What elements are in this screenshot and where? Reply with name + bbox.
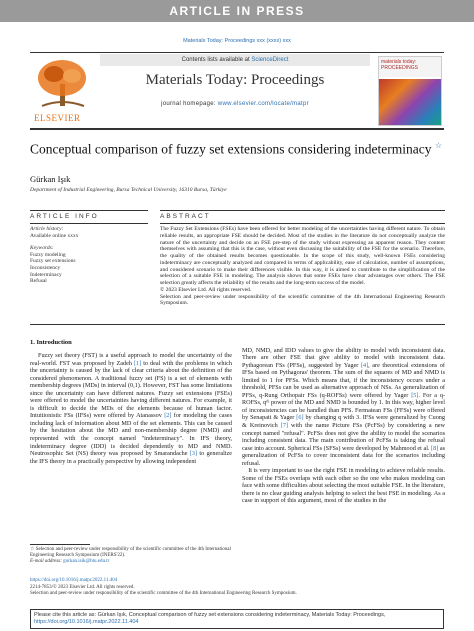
author-affiliation: Department of Industrial Engineering, Bursa Technical University, 16310 Bursa, Türkiye [30,187,227,193]
journal-homepage [100,101,370,107]
citation-link[interactable]: [3] [189,450,198,458]
divider [160,210,445,211]
contents-prefix: Contents lists available at [181,57,252,63]
intro-text: for modeling the cases including lack of information about MD of the set elements. This can be caused by the hesitation about the MD and non-membership degree (NMD) and represented with the concept named "indeterminacy". In IFS theory, indeterminacy degree (IDD) is decided dependently to MD and NMD. Neutrosophic Set (NS) theory was proposed by Smarandache [30,412,233,458]
contents-bar [100,54,370,66]
footnote-divider [30,544,90,545]
homepage-link[interactable]: www.elsevier.com/locate/matpr [217,101,309,107]
keyword: Refusal [30,278,47,285]
issn-line: 2214-7853/© 2023 Elsevier Ltd. All rights reserved. [30,584,135,590]
history-label: Article history: [30,226,64,232]
author-name: Gürkan Işık [30,174,71,184]
citation-link[interactable]: [1] [133,359,142,367]
divider [30,324,445,325]
citation-doi-link[interactable]: https://doi.org/10.1016/j.matpr.2022.11.404 [34,619,139,625]
citation-text: Please cite this article as: Gürkan Işık, Conceptual comparison of fuzzy set extensions considering indeterminacy, Materials Today: Proceedings, [34,612,386,618]
intro-right-column [242,339,445,505]
citation-link[interactable]: [8] [431,444,439,452]
citation-link[interactable]: [6] [296,414,304,422]
journal-title: Materials Today: Proceedings [145,72,325,88]
abstract-selection-note: Selection and peer-review under responsibility of the scientific committee of the 4th International Engineering Research Symposium. [160,293,445,307]
keyword: Fuzzy modeling [30,251,66,258]
journal-cover-image [378,56,442,126]
cover-artwork [379,79,441,125]
publisher-name: ELSEVIER [34,113,81,123]
doi-link[interactable]: https://doi.org/10.1016/j.matpr.2022.11.404 [30,578,118,583]
email-link[interactable]: gurkan.isik@btu.edu.tr [63,559,110,565]
paper-title [30,138,450,158]
email-label: E-mail address: [30,559,64,565]
cover-title: materials today: PROCEEDINGS [379,57,441,77]
article-in-press-banner: ARTICLE IN PRESS [0,0,474,22]
intro-text: MD, NMD, and IDD values to give the ability to model with inconsistent data. There are other FSE that give ability to model with inconsistent data. Pythagorean FSs (PFSs), suggested by Yager [242,346,445,369]
homepage-prefix: journal homepage: [161,101,218,107]
article-info [30,226,148,285]
footnotes [30,547,250,566]
citation-link[interactable]: [2] [164,412,172,420]
abstract-copyright: © 2023 Elsevier Ltd. All rights reserved. [160,286,252,293]
keyword: Indeterminacy [30,271,62,278]
intro-text: as generalization of PcFSs to cover inconsistent data for the scenarios including refusal. [242,444,445,467]
history-value: Available online xxxx [30,232,79,239]
selection-line: Selection and peer-review under responsibility of the scientific committee of the 4th International Engineering Research Symposium. [30,591,297,597]
intro-text: to generalize the IFS theory in a practically perspective by allowing independent [30,450,233,465]
citation-link[interactable]: [7] [280,422,288,430]
keywords-label: Keywords: [30,245,54,252]
abstract-body [160,226,445,307]
sciencedirect-link[interactable]: ScienceDirect [251,57,289,63]
title-footnote-mark[interactable]: ☆ [434,141,443,150]
keyword: Inconsistency [30,264,61,271]
intro-text: It is very important to use the right FSE in modeling to achieve reliable results. Some of the FSEs overlaps with each other so the one who makes modeling can face with some difficulties about selecting the most suitable FSE. In the literature, there is no clear guiding analysis helping to select the best FSE in modeling. As a case in support of this argument, most of the studies in the [242,467,445,505]
intro-text: to deal with the problems in which the uncertainty is caused by the lack of clear criteria about the definition of the considered phenomenon. A traditional fuzzy set (FS) is a set of elements with membership degrees (MDs) in interval (0,1). However, FST has some limitations since the uncertainty can have different natures. Fuzzy set extensions (FSEs) were offered to model the uncertainties having different natures. For example, it is difficult to decide the MDs of the elements because of human factor. Intuitionistic FSs (IFSs) were offered by Atanassov [30,359,232,420]
divider [30,223,148,224]
citation-link[interactable]: [4] [360,361,369,369]
citation-link[interactable]: [5] [411,391,419,399]
email-footnote [30,559,250,565]
abstract-heading: ABSTRACT [160,213,211,220]
publication-info [30,578,450,598]
intro-text: Fuzzy set theory (FST) is a useful approach to model the uncertainty of the real-world. FST was proposed by Zadeh [30,352,232,367]
intro-text: . For a q-ROFSs, qᵗʰ power of the MD and NMD is bounded by 1. In this way, higher level of inconsistencies can be handled than PFS. Fermatean FSs (FFSs) were offered by Senapati & Yager [242,391,446,422]
intro-text: , are theoretical extensions of IFSs based on Pythagoras' theorem. The sum of the squares of MD and NMD is limited to 1 for PFSs. Which means that, if the inconsistency occurs under a threshold, PFSs can be used as alternative approach of NSs. As generalization of PFSs, q-Rung Orthopair FSs (q-ROFSs) were offered by Yager [242,361,445,399]
star-footnote: ☆ Selection and peer-review under responsibility of the scientific committee of the 4th International Engineering Research Symposium (INERS'22). [30,547,231,559]
intro-text: by changing q with 3. IFSs were generalized by Cuong & Kreinovich [242,414,445,430]
abstract-text: The Fuzzy Set Extensions (FSEs) have been offered for better modeling of the uncertainties having different nature. To obtain reliable results, an appropriate FSE should be decided. Most of the studies in the literature do not conceptually analyze the nature of the uncertainty and decide on an FSE pre-step of the study without expressing an apparent reason. They content themselves with assuming that this is the case, without even discussing the suitability of the FSE for the scenario. Therefore, the quality of the obtained results becomes questionable. In the scope of this study, well-known FSEs considering indeterminacy are conceptually analyzed and compared in terms of applicability, ease of calculation, number of assumptions, and considered scenario to make their differences visible. In this way, it is aimed to contribute to the simplification of the selection of a suitable FSE in modeling. The analysis shows that some FSEs have clear advantages over others. The FSE selection greatly affects the reliability of the results and the long-term success of the model. [160,226,445,286]
keyword: Fuzzy set extensions [30,258,76,265]
intro-left-column [30,352,232,465]
divider [30,210,148,211]
article-info-heading: ARTICLE INFO [30,213,99,220]
divider [160,223,445,224]
citation-box [30,609,444,629]
intro-text: with the name Picture FSs (PcFSs) by considering a new concept named "refusal". PcFSs does not give the ability to model the scenarios including consistent data. The main contribution of PcFSs is taking the refusal case into account. Spherical FSs (SFSs) were developed by Mahmood et al. [242,422,446,452]
paper-title-text: Conceptual comparison of fuzzy set extensions considering indeterminacy [30,141,432,157]
journal-reference: Materials Today: Proceedings xxx (xxxx) xxx [183,38,291,44]
section-heading: 1. Introduction [30,339,72,346]
